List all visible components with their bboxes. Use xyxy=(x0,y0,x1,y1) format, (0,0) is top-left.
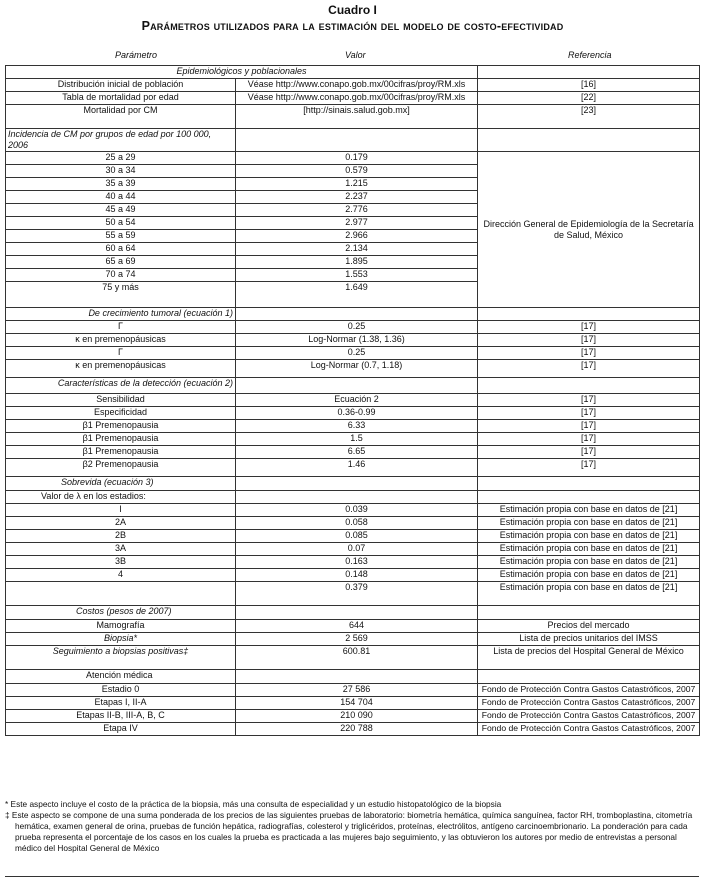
parameters-table xyxy=(5,65,700,736)
value-cell: 1.895 xyxy=(236,256,478,269)
param-cell: 60 a 64 xyxy=(6,243,236,256)
table-row xyxy=(6,556,700,569)
value-cell: 1.215 xyxy=(236,178,478,191)
param-cell: 45 a 49 xyxy=(6,204,236,217)
section-label: Atención médica xyxy=(6,670,236,684)
value-cell: 0.085 xyxy=(236,530,478,543)
section-row xyxy=(6,670,700,684)
value-cell: Ecuación 2 xyxy=(236,394,478,407)
table-row xyxy=(6,334,700,347)
param-cell: 4 xyxy=(6,569,236,582)
value-cell: 210 090 xyxy=(236,710,478,723)
table-cell xyxy=(236,606,478,620)
section-label: De crecimiento tumoral (ecuación 1) xyxy=(6,308,236,321)
table-row xyxy=(6,433,700,446)
table-number: Cuadro I xyxy=(328,3,377,17)
ref-cell: [17] xyxy=(478,334,700,347)
param-cell: Γ xyxy=(6,321,236,334)
ref-cell: [17] xyxy=(478,407,700,420)
table-cell xyxy=(478,129,700,152)
table-row xyxy=(6,723,700,736)
table-row xyxy=(6,543,700,556)
param-cell: 50 a 54 xyxy=(6,217,236,230)
param-cell: Estadio 0 xyxy=(6,684,236,697)
param-cell: Γ xyxy=(6,347,236,360)
value-cell: 0.25 xyxy=(236,321,478,334)
ref-cell: [17] xyxy=(478,360,700,378)
table-row xyxy=(6,446,700,459)
value-cell: 0.039 xyxy=(236,504,478,517)
param-cell: I xyxy=(6,504,236,517)
section-row xyxy=(6,477,700,491)
table-row xyxy=(6,569,700,582)
table-row xyxy=(6,92,700,105)
ref-cell: Estimación propia con base en datos de [21] xyxy=(478,530,700,543)
ref-cell: [16] xyxy=(478,79,700,92)
value-cell: [http://sinais.salud.gob.mx] xyxy=(236,105,478,129)
param-cell: 2B xyxy=(6,530,236,543)
footnote-biopsy: * Este aspecto incluye el costo de la práctica de la biopsia, más una consulta de especialidad y un estudio histopatológico de la biopsia xyxy=(5,799,502,809)
table-title: Parámetros utilizados para la estimación del modelo de costo-efectividad xyxy=(141,19,564,33)
value-cell: 0.148 xyxy=(236,569,478,582)
value-cell: 6.33 xyxy=(236,420,478,433)
ref-cell: [17] xyxy=(478,446,700,459)
section-row xyxy=(6,129,700,152)
value-cell: 0.36-0.99 xyxy=(236,407,478,420)
param-cell: Sensibilidad xyxy=(6,394,236,407)
value-cell: 2.966 xyxy=(236,230,478,243)
param-cell: 40 a 44 xyxy=(6,191,236,204)
ref-cell: [22] xyxy=(478,92,700,105)
ref-cell: [17] xyxy=(478,420,700,433)
table-row xyxy=(6,152,700,165)
value-cell: 644 xyxy=(236,620,478,633)
ref-cell: Estimación propia con base en datos de [21] xyxy=(478,504,700,517)
table-row xyxy=(6,710,700,723)
table-cell xyxy=(236,670,478,684)
param-cell: 55 a 59 xyxy=(6,230,236,243)
param-cell: 65 a 69 xyxy=(6,256,236,269)
ref-cell: [17] xyxy=(478,321,700,334)
table-row xyxy=(6,633,700,646)
value-cell: 600.81 xyxy=(236,646,478,670)
param-cell: Distribución inicial de población xyxy=(6,79,236,92)
ref-cell: Estimación propia con base en datos de [21] xyxy=(478,556,700,569)
param-cell: Mortalidad por CM xyxy=(6,105,236,129)
bottom-rule xyxy=(5,876,699,877)
ref-cell: Fondo de Protección Contra Gastos Catastróficos, 2007 xyxy=(478,697,700,710)
param-cell: 3A xyxy=(6,543,236,556)
table-cell xyxy=(478,670,700,684)
value-cell: 1.46 xyxy=(236,459,478,477)
value-cell: 2.776 xyxy=(236,204,478,217)
value-cell: 1.5 xyxy=(236,433,478,446)
param-cell: 25 a 29 xyxy=(6,152,236,165)
value-cell: Log-Normar (1.38, 1.36) xyxy=(236,334,478,347)
table-row xyxy=(6,420,700,433)
table-cell xyxy=(236,129,478,152)
section-label: Costos (pesos de 2007) xyxy=(6,606,236,620)
ref-cell: Fondo de Protección Contra Gastos Catastróficos, 2007 xyxy=(478,684,700,697)
table-cell xyxy=(478,378,700,394)
param-cell: β2 Premenopausia xyxy=(6,459,236,477)
table-row xyxy=(6,394,700,407)
section-row xyxy=(6,66,700,79)
param-cell xyxy=(6,582,236,606)
header-param: Parámetro xyxy=(115,50,158,60)
value-cell: 1.649 xyxy=(236,282,478,308)
param-cell: 2A xyxy=(6,517,236,530)
ref-cell: [17] xyxy=(478,459,700,477)
value-cell: Véase http://www.conapo.gob.mx/00cifras/proy/RM.xls xyxy=(236,92,478,105)
table-row xyxy=(6,517,700,530)
value-cell: 0.379 xyxy=(236,582,478,606)
section-label: Sobrevida (ecuación 3) xyxy=(6,477,236,491)
table-row xyxy=(6,347,700,360)
section-label: Valor de λ en los estadios: xyxy=(6,491,236,504)
table-cell xyxy=(236,491,478,504)
value-cell: 0.058 xyxy=(236,517,478,530)
footnote-followup: ‡ Este aspecto se compone de una suma ponderada de los precios de las siguientes pruebas de laboratorio: biometría hemática, química sanguínea, factor RH, tromboplastina, citometría hemática, examen general de orina, pruebas de función hepática, radiografías, colesterol y triglicéridos, proteínas, electrólitos, antígeno carcinoembrionario. La ponderación para cada prueba representa el porcentaje de los casos en los cuales la prueba es practicada a las mujeres bajo seguimiento, y las obtuvieron los autores por medio de entrevistas a personal médico del Hospital General de México xyxy=(5,810,693,853)
value-cell: 0.179 xyxy=(236,152,478,165)
param-cell: 35 a 39 xyxy=(6,178,236,191)
value-cell: 0.07 xyxy=(236,543,478,556)
param-cell: κ en premenopáusicas xyxy=(6,360,236,378)
ref-cell: [17] xyxy=(478,433,700,446)
value-cell: 1.553 xyxy=(236,269,478,282)
ref-cell: Dirección General de Epidemiología de la Secretaría de Salud, México xyxy=(478,152,700,308)
param-cell: Biopsia* xyxy=(6,633,236,646)
ref-cell: Fondo de Protección Contra Gastos Catastróficos, 2007 xyxy=(478,723,700,736)
ref-cell: Estimación propia con base en datos de [21] xyxy=(478,582,700,606)
value-cell: 2.237 xyxy=(236,191,478,204)
value-cell: 6.65 xyxy=(236,446,478,459)
table-row xyxy=(6,105,700,129)
table-row xyxy=(6,582,700,606)
param-cell: 30 a 34 xyxy=(6,165,236,178)
table-row xyxy=(6,620,700,633)
param-cell: κ en premenopáusicas xyxy=(6,334,236,347)
param-cell: Especificidad xyxy=(6,407,236,420)
ref-cell: [17] xyxy=(478,347,700,360)
param-cell: Seguimiento a biopsias positivas‡ xyxy=(6,646,236,670)
param-cell: Tabla de mortalidad por edad xyxy=(6,92,236,105)
ref-cell: Estimación propia con base en datos de [21] xyxy=(478,569,700,582)
param-cell: Etapa IV xyxy=(6,723,236,736)
param-cell: 70 a 74 xyxy=(6,269,236,282)
table-cell xyxy=(236,378,478,394)
section-row xyxy=(6,308,700,321)
param-cell: Etapas I, II-A xyxy=(6,697,236,710)
ref-cell: Fondo de Protección Contra Gastos Catastróficos, 2007 xyxy=(478,710,700,723)
table-row xyxy=(6,504,700,517)
ref-cell: Lista de precios unitarios del IMSS xyxy=(478,633,700,646)
header-ref: Referencia xyxy=(568,50,612,60)
table-cell xyxy=(478,477,700,491)
table-row xyxy=(6,407,700,420)
table-row xyxy=(6,684,700,697)
table-row xyxy=(6,79,700,92)
table-row xyxy=(6,697,700,710)
param-cell: 75 y más xyxy=(6,282,236,308)
table-cell xyxy=(236,308,478,321)
value-cell: 27 586 xyxy=(236,684,478,697)
ref-cell: [23] xyxy=(478,105,700,129)
section-row xyxy=(6,491,700,504)
table-cell xyxy=(478,606,700,620)
param-cell: Etapas II-B, III-A, B, C xyxy=(6,710,236,723)
value-cell: 2 569 xyxy=(236,633,478,646)
param-cell: 3B xyxy=(6,556,236,569)
value-cell: Véase http://www.conapo.gob.mx/00cifras/proy/RM.xls xyxy=(236,79,478,92)
section-label: Epidemiológicos y poblacionales xyxy=(6,66,478,79)
footnotes xyxy=(5,799,699,854)
table-cell xyxy=(478,66,700,79)
table-row xyxy=(6,459,700,477)
section-label: Características de la detección (ecuación 2) xyxy=(6,378,236,394)
value-cell: 2.977 xyxy=(236,217,478,230)
param-cell: Mamografía xyxy=(6,620,236,633)
value-cell: 0.25 xyxy=(236,347,478,360)
value-cell: 220 788 xyxy=(236,723,478,736)
table-cell xyxy=(478,308,700,321)
param-cell: β1 Premenopausia xyxy=(6,420,236,433)
value-cell: 0.163 xyxy=(236,556,478,569)
value-cell: 154 704 xyxy=(236,697,478,710)
value-cell: 0.579 xyxy=(236,165,478,178)
table-cell xyxy=(478,491,700,504)
ref-cell: Lista de precios del Hospital General de México xyxy=(478,646,700,670)
ref-cell: Estimación propia con base en datos de [21] xyxy=(478,543,700,556)
table-row xyxy=(6,360,700,378)
value-cell: Log-Normar (0.7, 1.18) xyxy=(236,360,478,378)
header-value: Valor xyxy=(345,50,366,60)
ref-cell: Precios del mercado xyxy=(478,620,700,633)
value-cell: 2.134 xyxy=(236,243,478,256)
section-row xyxy=(6,378,700,394)
table-row xyxy=(6,530,700,543)
table-row xyxy=(6,646,700,670)
param-cell: β1 Premenopausia xyxy=(6,446,236,459)
table-row xyxy=(6,321,700,334)
ref-cell: Estimación propia con base en datos de [21] xyxy=(478,517,700,530)
section-label: Incidencia de CM por grupos de edad por 100 000, 2006 xyxy=(6,129,236,152)
section-row xyxy=(6,606,700,620)
param-cell: β1 Premenopausia xyxy=(6,433,236,446)
table-cell xyxy=(236,477,478,491)
ref-cell: [17] xyxy=(478,394,700,407)
